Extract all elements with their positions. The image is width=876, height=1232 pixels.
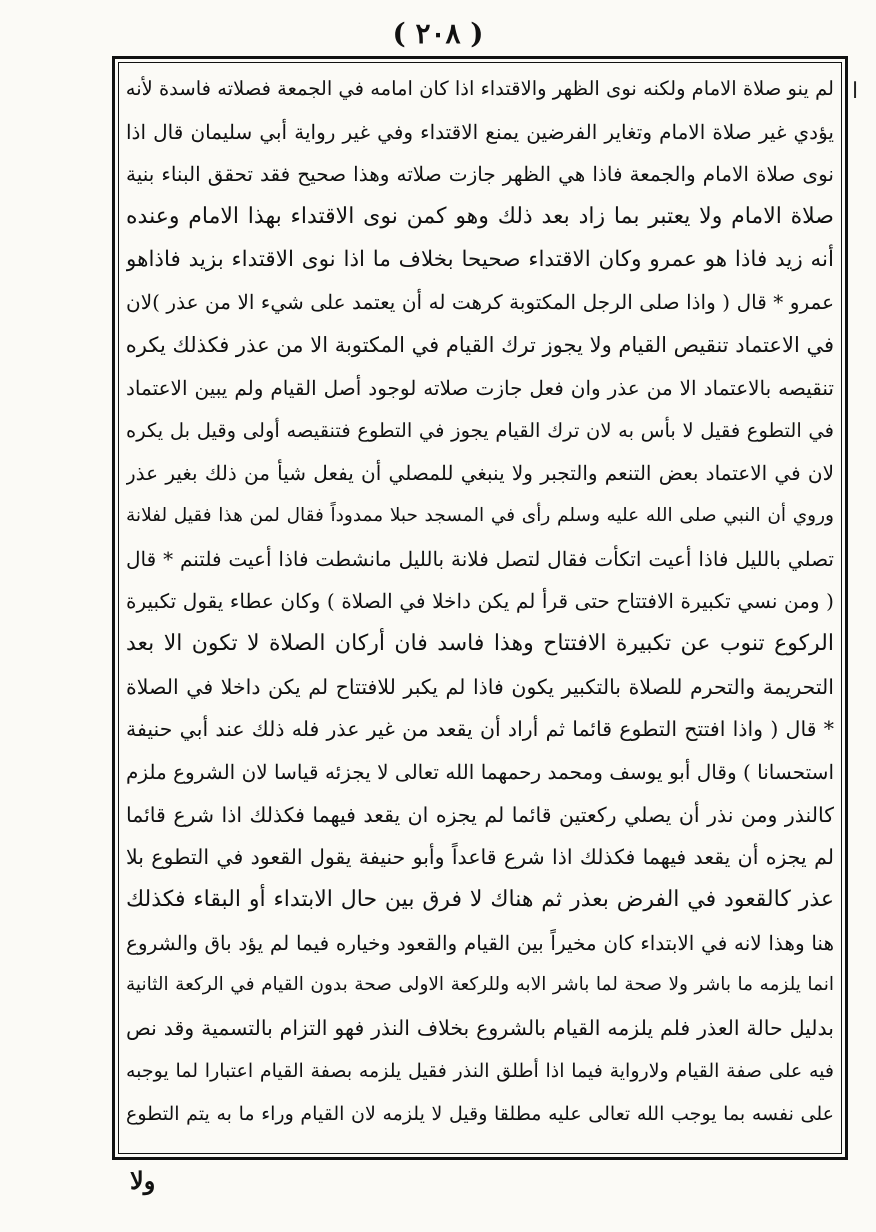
- text-line: عذر كالقعود في الفرض بعذر ثم هناك لا فرق بين حال الابتداء أو البقاء فكذلك: [126, 887, 834, 913]
- text-line: في الاعتماد تنقيص القيام ولا يجوز ترك القيام في المكتوبة الا من عذر فكذلك يكره: [126, 333, 834, 358]
- text-line: انما يلزمه ما باشر ولا صحة لما باشر الابه وللركعة الاولى صحة بدون القيام في الركعة الثانية: [126, 974, 834, 996]
- text-line: لم يجزه أن يقعد فيهما فكذلك اذا شرع قاعداً وأبو حنيفة يقول القعود في التطوع بلا: [126, 845, 834, 870]
- text-line: في التطوع فقيل لا بأس به لان ترك القيام يجوز في التطوع فتنقيصه أولى وقيل بل يكره: [126, 418, 834, 442]
- text-line: أنه زيد فاذا هو عمرو وكان الاقتداء صحيحا بخلاف ما اذا نوى الاقتداء بزيد فاذاهو: [126, 246, 834, 272]
- text-line: استحسانا ) وقال أبو يوسف ومحمد رحمهما الله تعالى لا يجزئه قياسا لان الشروع ملزم: [126, 760, 834, 784]
- text-line: نوى صلاة الامام والجمعة فاذا هي الظهر جازت صلاته وهذا صحيح فقد تحقق البناء بنية: [126, 162, 834, 187]
- text-line: كالنذر ومن نذر أن يصلي ركعتين قائما لم يجزه ان يقعد فيهما فكذلك اذا شرع قائما: [126, 802, 834, 827]
- text-line: فيه على صفة القيام ولارواية فيما اذا أطلق النذر فقيل يلزمه بصفة القيام اعتبارا لما يوجبه: [126, 1059, 834, 1082]
- text-line: بدليل حالة العذر فلم يلزمه القيام بالشروع بخلاف النذر فهو التزام بالتسمية وقد نص: [126, 1016, 834, 1041]
- text-line: عمرو * قال ( واذا صلى الرجل المكتوبة كرهت له أن يعتمد على شيء الا من عذر )لان: [126, 290, 834, 315]
- text-line: * قال ( واذا افتتح التطوع قائما ثم أراد أن يقعد من غير عذر فله ذلك عند أبي حنيفة: [126, 717, 834, 742]
- text-line: تصلي بالليل فاذا أعيت اتكأت فقال لتصل فلانة بالليل مانشطت فاذا أعيت فلتنم * قال: [126, 546, 834, 571]
- text-line: صلاة الامام ولا يعتبر بما زاد بعد ذلك وهو كمن نوى الاقتداء بهذا الامام وعنده: [126, 204, 834, 230]
- margin-mark: ا: [852, 79, 859, 104]
- text-line: الركوع تنوب عن تكبيرة الافتتاح وهذا فاسد فان أركان الصلاة لا تكون الا بعد: [126, 630, 834, 656]
- text-line: على نفسه بما يوجب الله تعالى عليه مطلقا وقيل لا يلزمه لان القيام وراء ما به يتم التطوع: [126, 1102, 834, 1125]
- text-line: هنا وهذا لانه في الابتداء كان مخيراً بين القيام والقعود وخياره فيما لم يؤد باق والشروع: [126, 930, 834, 955]
- text-line: ( ومن نسي تكبيرة الافتتاح حتى قرأ لم يكن داخلا في الصلاة ) وكان عطاء يقول تكبيرة: [126, 589, 834, 614]
- text-line: لان في الاعتماد بعض التنعم والتجبر ولا ينبغي للمصلي أن يفعل شيأ من ذلك بغير عذر: [126, 461, 834, 486]
- text-line: لم ينو صلاة الامام ولكنه نوى الظهر والاقتداء اذا كان امامه في الجمعة فصلاته فاسدة لأنه: [126, 77, 834, 100]
- text-block: [124, 68, 836, 1148]
- text-line: وروي أن النبي صلى الله عليه وسلم رأى في المسجد حبلا ممدوداً فقال لمن هذا فقيل لفلانة: [126, 504, 834, 526]
- text-line: يؤدي غير صلاة الامام وتغاير الفرضين يمنع الاقتداء وفي غير رواية أبي سليمان قال اذا: [126, 119, 834, 144]
- page-number: ( ٢٠٨ ): [392, 17, 484, 50]
- catchword: ولا: [130, 1166, 156, 1195]
- text-line: تنقيصه بالاعتماد الا من عذر وان فعل جازت صلاته لوجود أصل القيام ولم يبين الاعتماد: [126, 375, 834, 400]
- text-line: التحريمة والتحرم للصلاة بالتكبير يكون فاذا لم يكبر للافتتاح لم يكن داخلا في الصلاة: [126, 674, 834, 699]
